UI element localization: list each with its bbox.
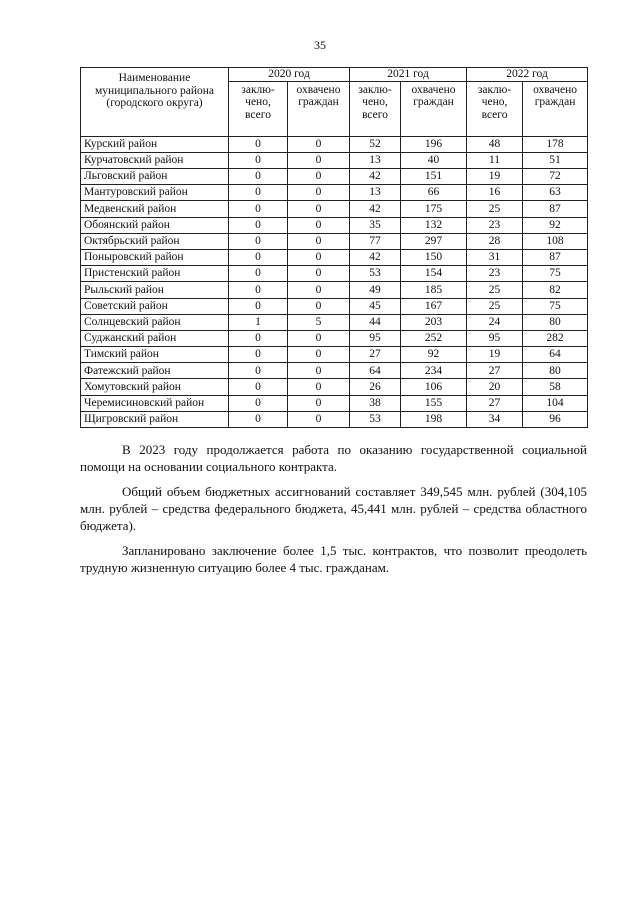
header-covered-2021: охвачено граждан [401, 81, 467, 136]
value-cell: 0 [229, 152, 288, 168]
value-cell: 80 [523, 363, 588, 379]
value-cell: 95 [350, 330, 401, 346]
value-cell: 72 [523, 169, 588, 185]
value-cell: 0 [229, 233, 288, 249]
value-cell: 42 [350, 249, 401, 265]
value-cell: 19 [467, 169, 523, 185]
value-cell: 108 [523, 233, 588, 249]
value-cell: 132 [401, 217, 467, 233]
district-name-cell: Мантуровский район [81, 185, 229, 201]
value-cell: 42 [350, 201, 401, 217]
value-cell: 198 [401, 411, 467, 427]
district-name-cell: Тимский район [81, 347, 229, 363]
value-cell: 35 [350, 217, 401, 233]
value-cell: 92 [401, 347, 467, 363]
value-cell: 0 [229, 282, 288, 298]
table-row [81, 282, 588, 298]
value-cell: 0 [229, 347, 288, 363]
header-covered-2022: охвачено граждан [523, 81, 588, 136]
district-name-cell: Рыльский район [81, 282, 229, 298]
value-cell: 0 [288, 152, 350, 168]
header-concluded-2020: заклю-чено, всего [229, 81, 288, 136]
value-cell: 23 [467, 217, 523, 233]
table-row [81, 347, 588, 363]
value-cell: 92 [523, 217, 588, 233]
district-name-cell: Октябрьский район [81, 233, 229, 249]
table-row [81, 249, 588, 265]
district-name-cell: Медвенский район [81, 201, 229, 217]
table-row [81, 314, 588, 330]
value-cell: 16 [467, 185, 523, 201]
header-year-2021: 2021 год [350, 68, 467, 82]
district-name-cell: Поныровский район [81, 249, 229, 265]
district-name-cell: Пристенский район [81, 266, 229, 282]
value-cell: 0 [229, 298, 288, 314]
value-cell: 28 [467, 233, 523, 249]
value-cell: 5 [288, 314, 350, 330]
header-concluded-2021: заклю-чено, всего [350, 81, 401, 136]
value-cell: 0 [229, 363, 288, 379]
value-cell: 167 [401, 298, 467, 314]
value-cell: 234 [401, 363, 467, 379]
district-name-cell: Суджанский район [81, 330, 229, 346]
value-cell: 27 [467, 363, 523, 379]
value-cell: 154 [401, 266, 467, 282]
value-cell: 0 [229, 411, 288, 427]
value-cell: 27 [467, 395, 523, 411]
value-cell: 282 [523, 330, 588, 346]
value-cell: 87 [523, 249, 588, 265]
value-cell: 75 [523, 298, 588, 314]
page-number: 35 [314, 38, 326, 52]
value-cell: 25 [467, 282, 523, 298]
value-cell: 0 [288, 347, 350, 363]
value-cell: 31 [467, 249, 523, 265]
header-district-name: Наименование муниципального района (городского округа) [81, 68, 229, 137]
value-cell: 297 [401, 233, 467, 249]
value-cell: 0 [288, 201, 350, 217]
value-cell: 13 [350, 185, 401, 201]
value-cell: 0 [288, 411, 350, 427]
value-cell: 13 [350, 152, 401, 168]
value-cell: 25 [467, 201, 523, 217]
table-row [81, 330, 588, 346]
value-cell: 196 [401, 136, 467, 152]
value-cell: 23 [467, 266, 523, 282]
value-cell: 51 [523, 152, 588, 168]
value-cell: 0 [288, 136, 350, 152]
paragraph-2: Общий объем бюджетных ассигнований составляет 349,545 млн. рублей (304,105 млн. рублей – средства федерального бюджета, 45,441 млн. рублей – средства областного бюджета). [80, 484, 587, 533]
value-cell: 53 [350, 266, 401, 282]
value-cell: 0 [229, 185, 288, 201]
district-name-cell: Обоянский район [81, 217, 229, 233]
value-cell: 0 [288, 169, 350, 185]
value-cell: 52 [350, 136, 401, 152]
value-cell: 53 [350, 411, 401, 427]
table-row [81, 411, 588, 427]
value-cell: 252 [401, 330, 467, 346]
value-cell: 178 [523, 136, 588, 152]
value-cell: 0 [288, 379, 350, 395]
table-row [81, 185, 588, 201]
value-cell: 95 [467, 330, 523, 346]
table-row [81, 298, 588, 314]
value-cell: 42 [350, 169, 401, 185]
value-cell: 45 [350, 298, 401, 314]
value-cell: 75 [523, 266, 588, 282]
value-cell: 49 [350, 282, 401, 298]
district-name-cell: Щигровский район [81, 411, 229, 427]
value-cell: 24 [467, 314, 523, 330]
header-covered-2020: охвачено граждан [288, 81, 350, 136]
district-name-cell: Солнцевский район [81, 314, 229, 330]
value-cell: 77 [350, 233, 401, 249]
value-cell: 80 [523, 314, 588, 330]
value-cell: 64 [523, 347, 588, 363]
value-cell: 19 [467, 347, 523, 363]
header-concluded-2022: заклю-чено, всего [467, 81, 523, 136]
value-cell: 26 [350, 379, 401, 395]
value-cell: 82 [523, 282, 588, 298]
value-cell: 25 [467, 298, 523, 314]
value-cell: 64 [350, 363, 401, 379]
value-cell: 0 [229, 249, 288, 265]
value-cell: 0 [288, 298, 350, 314]
value-cell: 0 [288, 363, 350, 379]
table-row [81, 266, 588, 282]
value-cell: 0 [229, 395, 288, 411]
value-cell: 0 [288, 282, 350, 298]
table-row [81, 152, 588, 168]
value-cell: 66 [401, 185, 467, 201]
district-name-cell: Советский район [81, 298, 229, 314]
value-cell: 63 [523, 185, 588, 201]
value-cell: 155 [401, 395, 467, 411]
table-body [81, 136, 588, 427]
value-cell: 44 [350, 314, 401, 330]
district-name-cell: Хомутовский район [81, 379, 229, 395]
value-cell: 0 [288, 217, 350, 233]
district-name-cell: Фатежский район [81, 363, 229, 379]
value-cell: 0 [229, 169, 288, 185]
value-cell: 0 [288, 266, 350, 282]
value-cell: 48 [467, 136, 523, 152]
value-cell: 58 [523, 379, 588, 395]
value-cell: 106 [401, 379, 467, 395]
value-cell: 0 [288, 330, 350, 346]
value-cell: 0 [288, 249, 350, 265]
value-cell: 0 [229, 217, 288, 233]
table-row [81, 201, 588, 217]
value-cell: 104 [523, 395, 588, 411]
value-cell: 1 [229, 314, 288, 330]
paragraph-1: В 2023 году продолжается работа по оказанию государственной социальной помощи на основании социального контракта. [80, 442, 587, 474]
table-row [81, 395, 588, 411]
table-row [81, 136, 588, 152]
value-cell: 0 [288, 233, 350, 249]
table-row [81, 379, 588, 395]
value-cell: 150 [401, 249, 467, 265]
value-cell: 11 [467, 152, 523, 168]
header-year-2020: 2020 год [229, 68, 350, 82]
table-row [81, 169, 588, 185]
value-cell: 0 [229, 330, 288, 346]
value-cell: 0 [229, 266, 288, 282]
district-name-cell: Курчатовский район [81, 152, 229, 168]
header-year-2022: 2022 год [467, 68, 588, 82]
value-cell: 38 [350, 395, 401, 411]
value-cell: 0 [229, 136, 288, 152]
district-name-cell: Черемисиновский район [81, 395, 229, 411]
table-row [81, 363, 588, 379]
district-name-cell: Льговский район [81, 169, 229, 185]
table-row [81, 233, 588, 249]
value-cell: 40 [401, 152, 467, 168]
value-cell: 0 [229, 201, 288, 217]
value-cell: 87 [523, 201, 588, 217]
value-cell: 20 [467, 379, 523, 395]
table-row [81, 217, 588, 233]
value-cell: 185 [401, 282, 467, 298]
value-cell: 175 [401, 201, 467, 217]
value-cell: 34 [467, 411, 523, 427]
value-cell: 203 [401, 314, 467, 330]
value-cell: 0 [288, 185, 350, 201]
value-cell: 96 [523, 411, 588, 427]
value-cell: 151 [401, 169, 467, 185]
paragraph-3: Запланировано заключение более 1,5 тыс. контрактов, что позволит преодолеть трудную жизненную ситуацию более 4 тыс. гражданам. [80, 543, 587, 575]
value-cell: 0 [288, 395, 350, 411]
district-name-cell: Курский район [81, 136, 229, 152]
value-cell: 0 [229, 379, 288, 395]
value-cell: 27 [350, 347, 401, 363]
social-contract-table [80, 67, 588, 428]
